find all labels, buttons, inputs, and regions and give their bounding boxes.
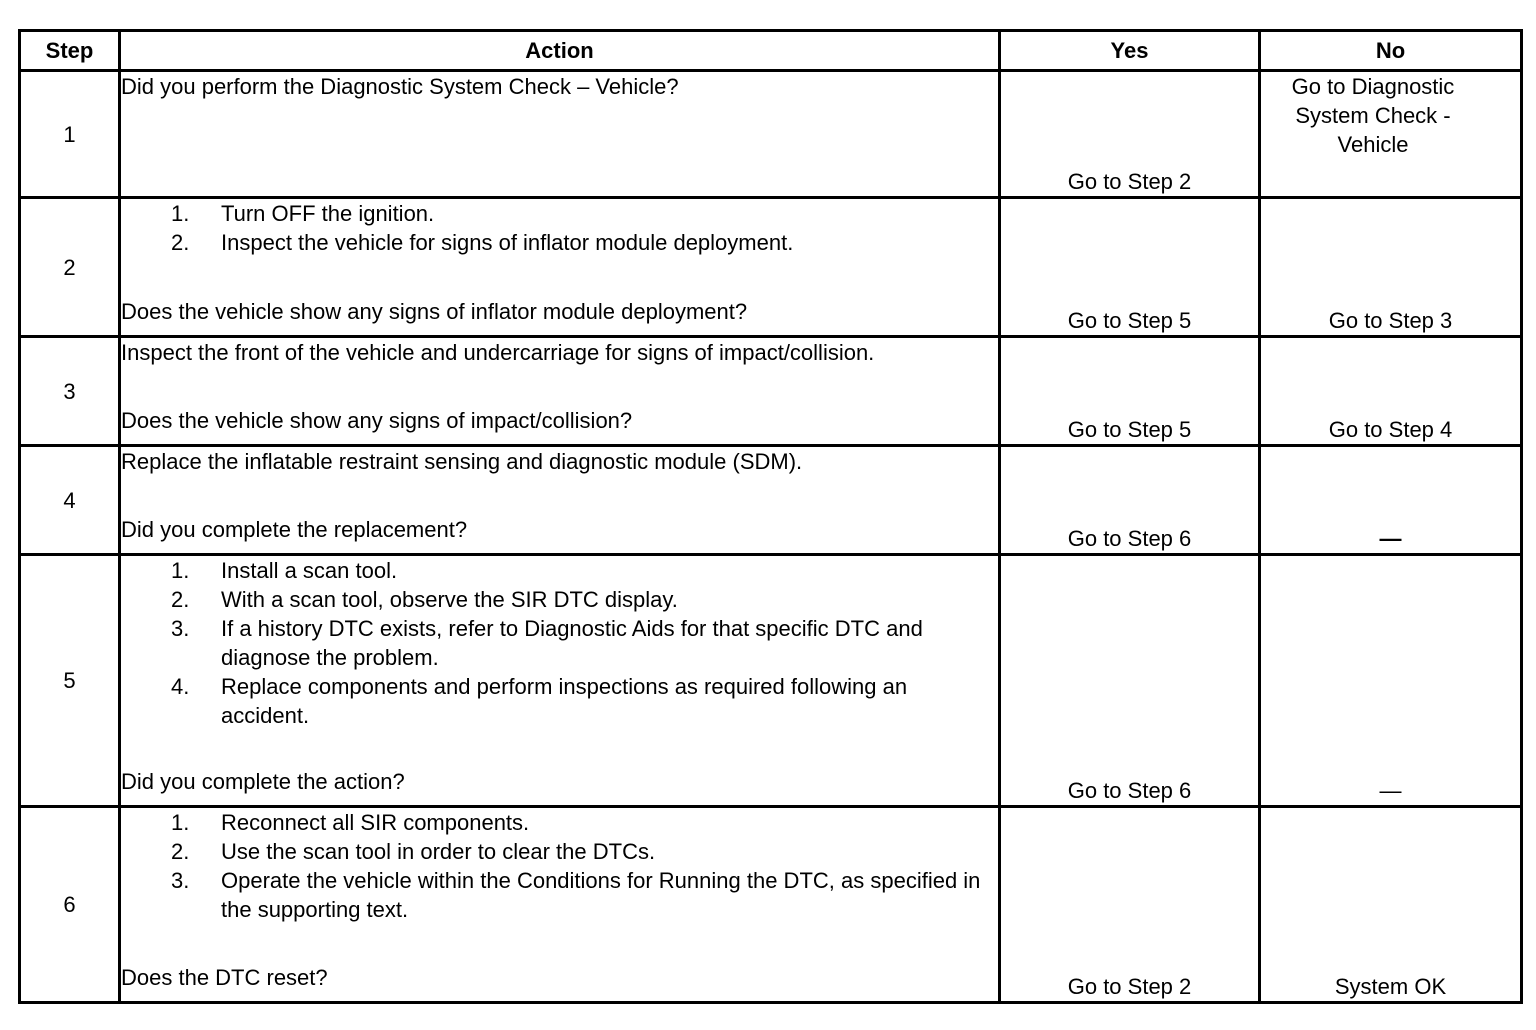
action-steps-list [121,556,998,730]
no-result [1260,555,1522,807]
action-cell [120,555,1000,807]
no-result: System OK [1260,807,1522,1003]
action-question: Did you complete the action? [121,769,405,794]
table-row [20,198,1522,337]
list-item: 1. Install a scan tool. [171,558,398,583]
action-steps-list [121,808,998,924]
action-cell [120,807,1000,1003]
yes-result: Go to Step 6 [1000,446,1260,555]
action-question: Does the vehicle show any signs of inflator module deployment? [121,299,748,324]
no-result: Go to Step 4 [1260,337,1522,446]
table-row [20,446,1522,555]
no-result: Go to Step 3 [1260,198,1522,337]
list-item: 2. With a scan tool, observe the SIR DTC display. [171,587,678,612]
header-step: Step [20,31,120,71]
action-cell [120,198,1000,337]
header-row [20,31,1522,71]
no-result: Go to Diagnostic System Check - Vehicle [1291,74,1455,157]
step-number: 1 [20,71,120,198]
header-action: Action [120,31,1000,71]
list-item: 1. Turn OFF the ignition. [171,201,435,226]
yes-result: Go to Step 5 [1000,198,1260,337]
no-result [1260,446,1522,555]
step-number: 2 [20,198,120,337]
no-result-dash: — [1379,526,1402,551]
list-item: 4. Replace components and perform inspections as required following an accident. [171,674,908,728]
action-cell [120,446,1000,555]
no-result-dash: — [1379,778,1402,803]
action-question: Did you complete the replacement? [121,517,468,542]
header-no: No [1260,31,1522,71]
diagnostic-table [18,29,1523,1004]
yes-result: Go to Step 6 [1000,555,1260,807]
action-intro: Inspect the front of the vehicle and undercarriage for signs of impact/collision. [121,340,875,365]
list-item: 2. Use the scan tool in order to clear the DTCs. [171,839,656,864]
action-steps-list [121,199,998,257]
yes-result: Go to Step 5 [1000,337,1260,446]
action-question: Did you perform the Diagnostic System Check – Vehicle? [121,74,679,99]
step-number: 6 [20,807,120,1003]
step-number: 3 [20,337,120,446]
step-number: 5 [20,555,120,807]
table-row [20,555,1522,807]
table-row [20,337,1522,446]
yes-result: Go to Step 2 [1000,71,1260,198]
header-yes: Yes [1000,31,1260,71]
action-question: Does the DTC reset? [121,965,328,990]
action-question: Does the vehicle show any signs of impact/collision? [121,408,633,433]
table-row [20,71,1522,198]
action-cell [120,71,1000,198]
no-result-cell [1260,71,1522,198]
table-row [20,807,1522,1003]
list-item: 2. Inspect the vehicle for signs of inflator module deployment. [171,230,794,255]
yes-result: Go to Step 2 [1000,807,1260,1003]
list-item: 3. If a history DTC exists, refer to Diagnostic Aids for that specific DTC and diagnose the problem. [171,616,923,670]
action-intro: Replace the inflatable restraint sensing and diagnostic module (SDM). [121,449,803,474]
action-cell [120,337,1000,446]
step-number: 4 [20,446,120,555]
list-item: 3. Operate the vehicle within the Conditions for Running the DTC, as specified in the supporting text. [171,868,981,922]
list-item: 1. Reconnect all SIR components. [171,810,530,835]
